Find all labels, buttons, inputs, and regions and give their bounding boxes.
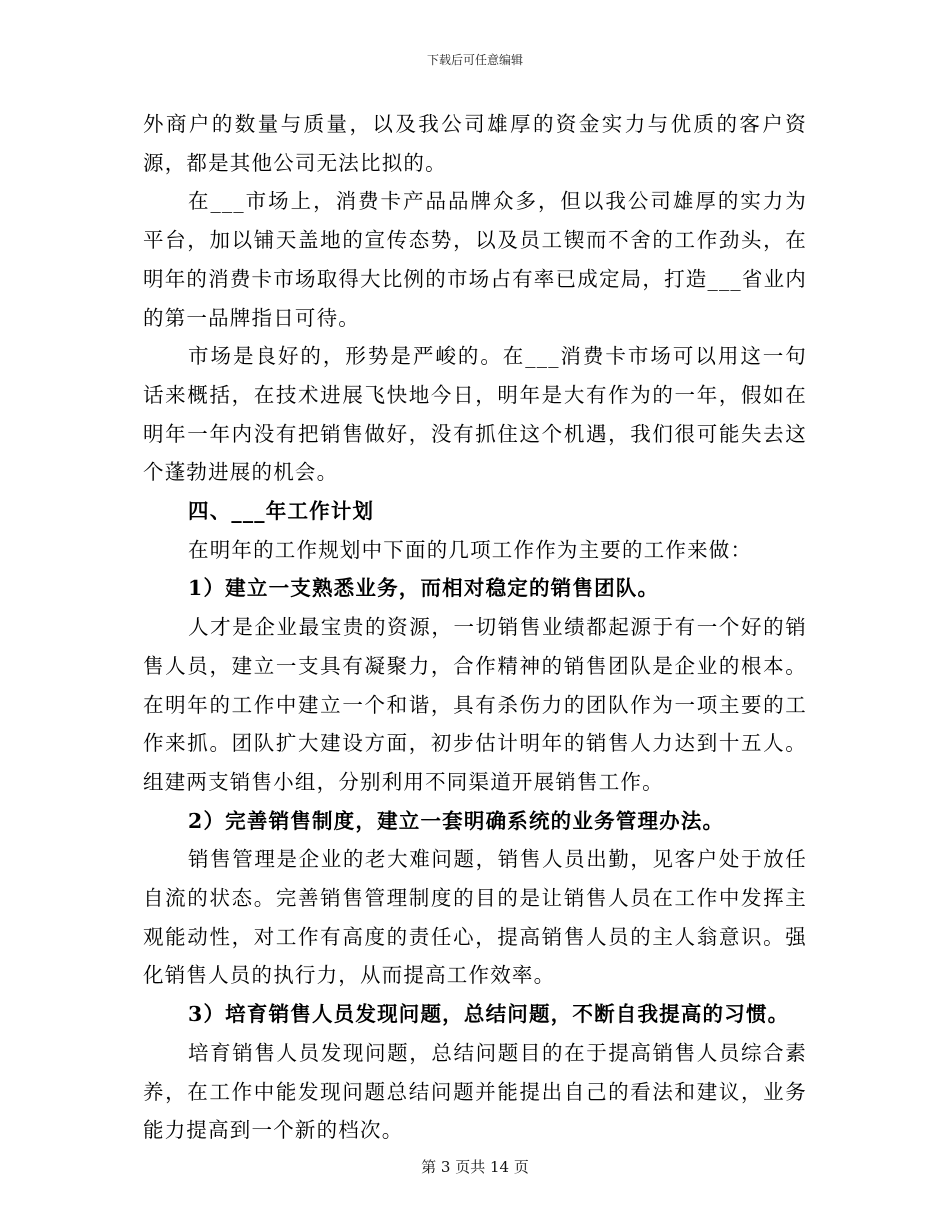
section-heading-work-plan: 四、___年工作计划: [188, 499, 375, 524]
page-header: 下载后可任意编辑: [426, 53, 523, 67]
document-body: [143, 105, 807, 1150]
paragraph-plan-intro: 在明年的工作规划中下面的几项工作作为主要的工作来做：: [188, 537, 753, 562]
paragraph-market-situation: 市场是良好的，形势是严峻的。在___消费卡市场可以用这一句话来概括，在技术进展飞快地今日，明年是大有作为的一年，假如在明年一年内没有把销售做好，没有抓住这个机遇，我们很可能失去这个蓬勃进展的机会。: [143, 344, 807, 485]
subheading-sales-habits: 3）培育销售人员发现问题，总结问题，不断自我提高的习惯。: [188, 1002, 790, 1027]
subheading-sales-team: 1）建立一支熟悉业务，而相对稳定的销售团队。: [188, 576, 660, 601]
paragraph-sales-system: 销售管理是企业的老大难问题，销售人员出勤，见客户处于放任自流的状态。完善销售管理制度的目的是让销售人员在工作中发挥主观能动性，对工作有高度的责任心，提高销售人员的主人翁意识。强化销售人员的执行力，从而提高工作效率。: [143, 847, 807, 988]
paragraph-sales-habits: 培育销售人员发现问题，总结问题目的在于提高销售人员综合素养，在工作中能发现问题总结问题并能提出自己的看法和建议，业务能力提高到一个新的档次。: [143, 1040, 807, 1143]
paragraph-continuation: 外商户的数量与质量，以及我公司雄厚的资金实力与优质的客户资源，都是其他公司无法比拟的。: [143, 112, 807, 175]
paragraph-sales-team: 人才是企业最宝贵的资源，一切销售业绩都起源于有一个好的销售人员，建立一支具有凝聚力，合作精神的销售团队是企业的根本。在明年的工作中建立一个和谐，具有杀伤力的团队作为一项主要的工作来抓。团队扩大建设方面，初步估计明年的销售人力达到十五人。组建两支销售小组，分别利用不同渠道开展销售工作。: [143, 615, 807, 794]
subheading-sales-system: 2）完善销售制度，建立一套明确系统的业务管理办法。: [188, 808, 725, 833]
page-footer: 第 3 页共 14 页: [421, 1158, 529, 1176]
paragraph-market-brands: 在___市场上，消费卡产品品牌众多，但以我公司雄厚的实力为平台，加以铺天盖地的宣传态势，以及员工锲而不舍的工作劲头，在明年的消费卡市场取得大比例的市场占有率已成定局，打造___省业内的第一品牌指日可待。: [143, 189, 807, 330]
